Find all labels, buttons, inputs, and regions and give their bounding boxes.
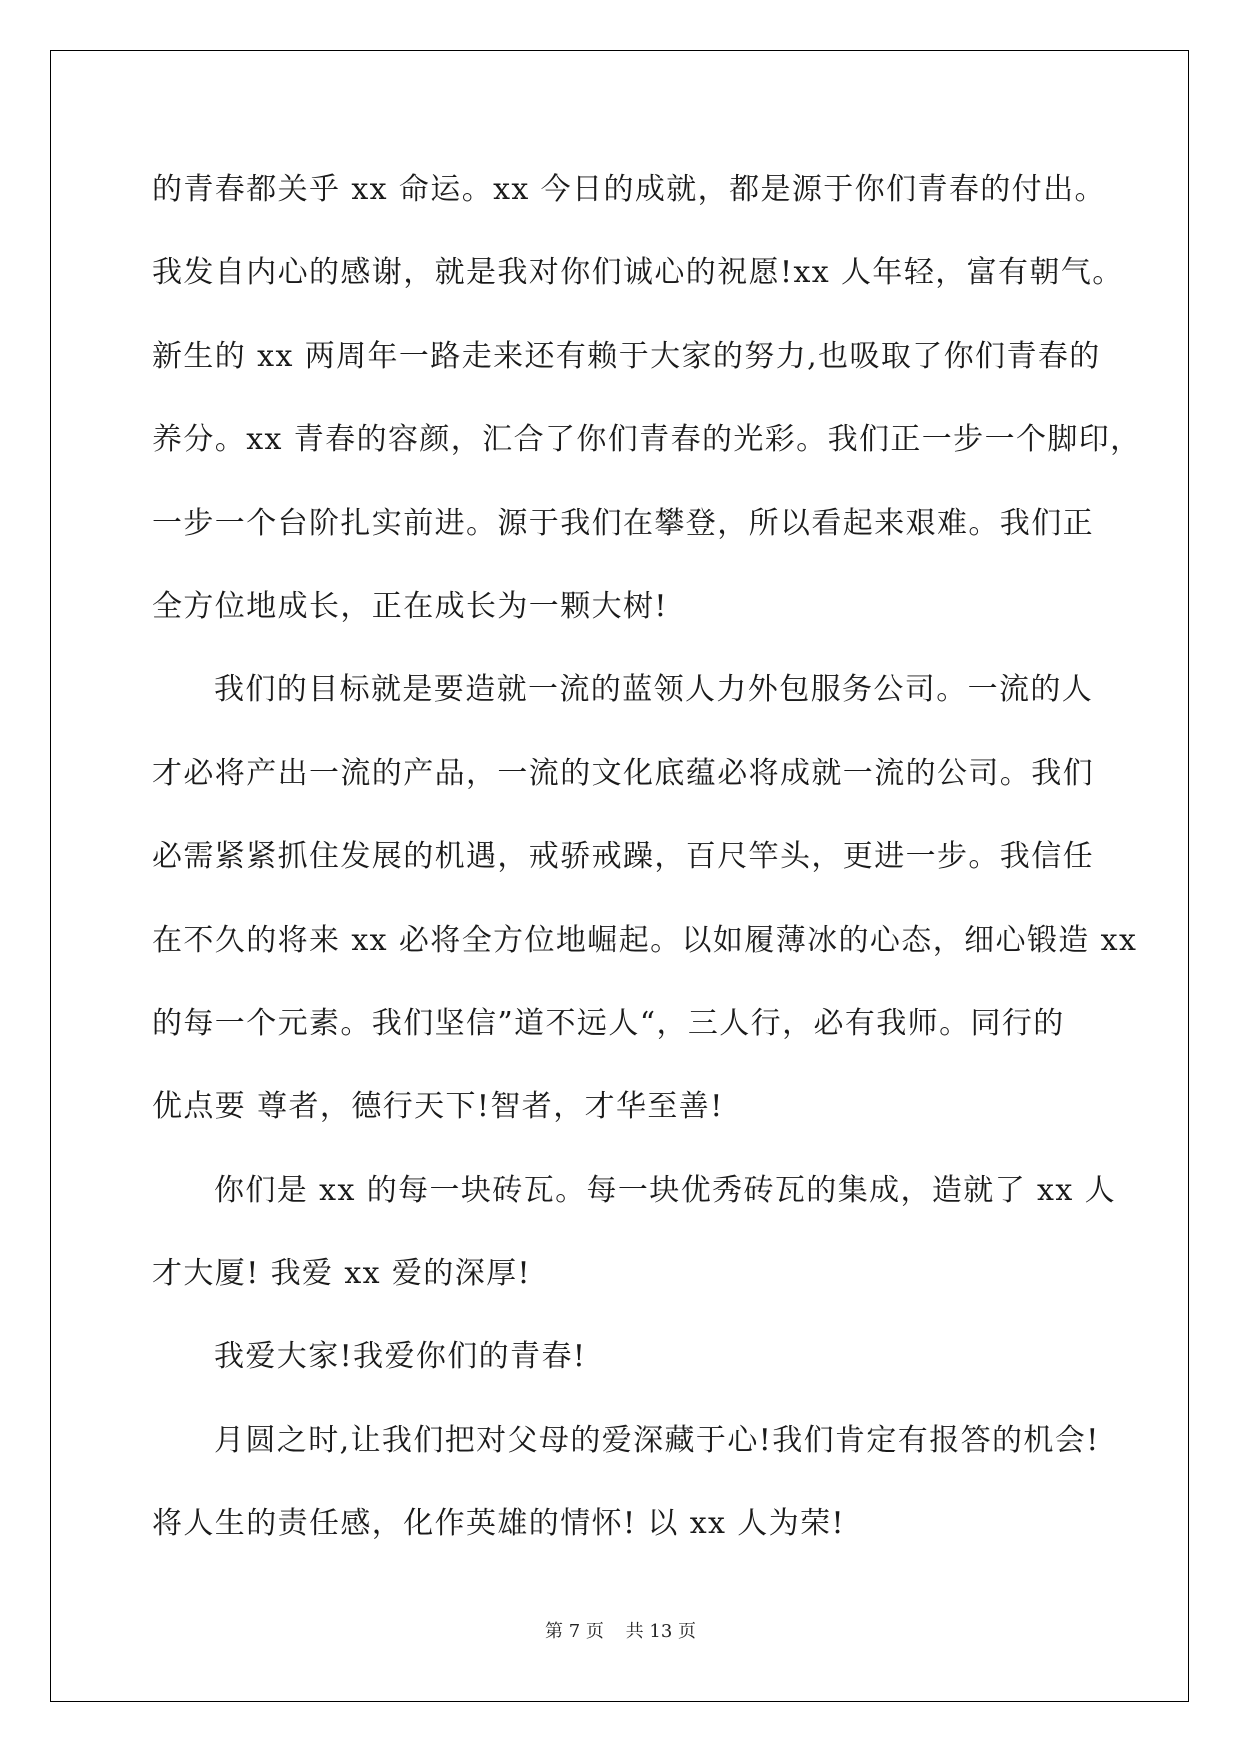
page-total: 共 13 页 xyxy=(625,1621,696,1642)
text-line: 优点要 尊者，德行天下!智者，才华至善! xyxy=(152,1089,724,1125)
text-line: 才大厦! 我爱 xx 爱的深厚! xyxy=(152,1256,531,1292)
text-line: 在不久的将来 xx 必将全方位地崛起。以如履薄冰的心态，细心锻造 xx xyxy=(152,922,1138,958)
text-line: 养分。xx 青春的容颜，汇合了你们青春的光彩。我们正一步一个脚印， xyxy=(152,422,1142,458)
document-body xyxy=(152,162,1142,1580)
text-line: 我发自内心的感谢，就是我对你们诚心的祝愿!xx 人年轻，富有朝气。 xyxy=(152,255,1124,291)
text-line: 的青春都关乎 xx 命运。xx 今日的成就，都是源于你们青春的付出。 xyxy=(152,172,1106,207)
paragraph-first-line: 月圆之时,让我们把对父母的爱深藏于心!我们肯定有报答的机会! xyxy=(214,1422,1100,1458)
text-line: 的每一个元素。我们坚信”道不远人“，三人行，必有我师。同行的 xyxy=(152,1005,1065,1041)
text-line: 一步一个台阶扎实前进。源于我们在攀登，所以看起来艰难。我们正 xyxy=(152,505,1094,541)
paragraph-first-line: 你们是 xx 的每一块砖瓦。每一块优秀砖瓦的集成，造就了 xx 人 xyxy=(214,1172,1117,1208)
paragraph-first-line: 我爱大家!我爱你们的青春! xyxy=(214,1339,587,1375)
text-line: 必需紧紧抓住发展的机遇，戒骄戒躁，百尺竿头，更进一步。我信任 xyxy=(152,839,1094,875)
page-footer xyxy=(0,1617,1241,1643)
text-line: 才必将产出一流的产品，一流的文化底蕴必将成就一流的公司。我们 xyxy=(152,755,1094,791)
page-number: 第 7 页 xyxy=(545,1621,604,1642)
text-line: 全方位地成长，正在成长为一颗大树! xyxy=(152,588,668,624)
text-line: 新生的 xx 两周年一路走来还有赖于大家的努力,也吸取了你们青春的 xyxy=(152,338,1101,374)
text-line: 将人生的责任感，化作英雄的情怀! 以 xx 人为荣! xyxy=(152,1506,845,1542)
paragraph-first-line: 我们的目标就是要造就一流的蓝领人力外包服务公司。一流的人 xyxy=(214,672,1094,708)
